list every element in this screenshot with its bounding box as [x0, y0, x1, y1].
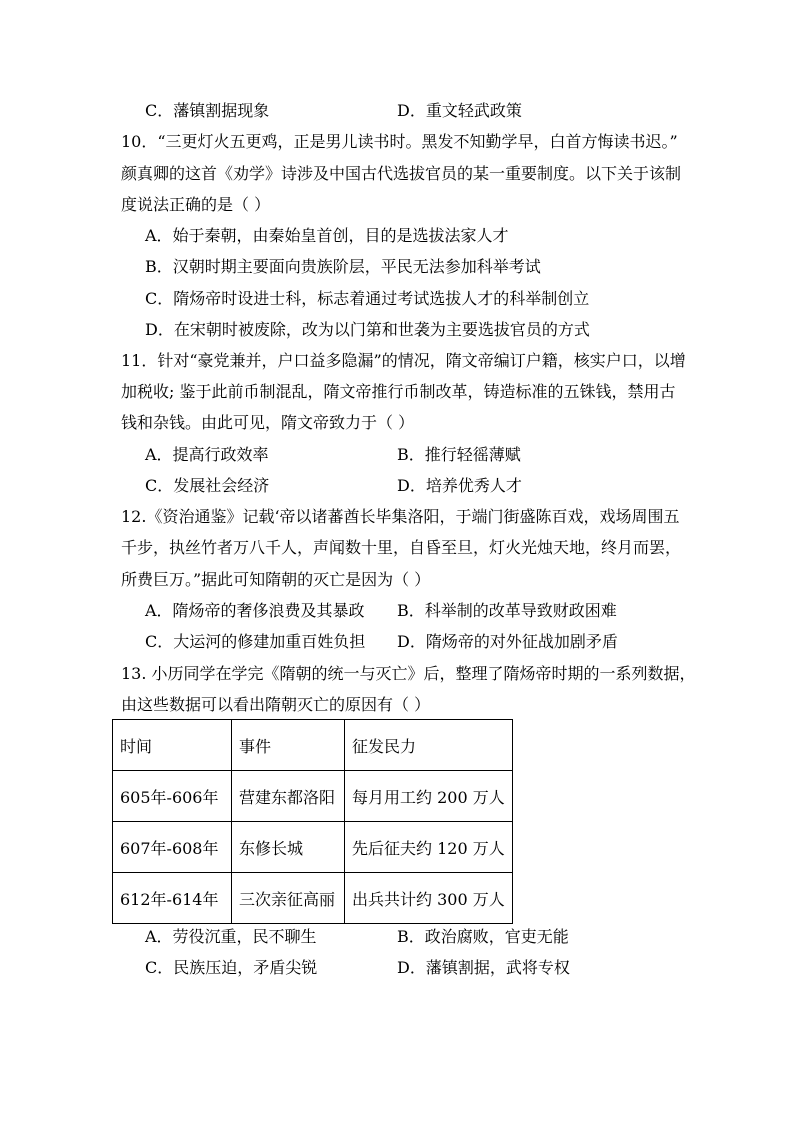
q11-stem-line-3: 钱和杂钱。由此可见，隋文帝致力于（ ） [121, 413, 415, 432]
q9-option-c: C．藩镇割据现象 [145, 101, 270, 120]
q13-option-b: B．政治腐败，官吏无能 [397, 927, 569, 946]
q11-option-a: A．提高行政效率 [145, 445, 269, 464]
table-cell: 607年-608年 [113, 822, 232, 873]
q13-stem-line-1: 13. 小历同学在学完《隋朝的统一与灭亡》后，整理了隋炀帝时期的一系列数据， [121, 664, 696, 683]
table-header-cell: 时间 [113, 720, 232, 771]
q12-stem-line-3: 所费巨万。”据此可知隋朝的灭亡是因为（ ） [121, 570, 431, 589]
table-cell: 营建东都洛阳 [232, 771, 345, 822]
table-cell: 先后征夫约 120 万人 [345, 822, 513, 873]
q12-option-a: A．隋炀帝的奢侈浪费及其暴政 [145, 601, 365, 620]
q10-option-d: D．在宋朝时被废除，改为以门第和世袭为主要选拔官员的方式 [145, 320, 590, 339]
q10-option-c: C．隋炀帝时设进士科，标志着通过考试选拔人才的科举制创立 [145, 289, 590, 308]
levy-data-table [112, 719, 513, 924]
table-row [113, 822, 513, 873]
q12-stem-line-2: 千步，执丝竹者万八千人，声闻数十里，自昏至旦，灯火光烛天地，终月而罢， [121, 538, 682, 557]
q13-option-d: D．藩镇割据，武将专权 [397, 958, 570, 977]
q13-stem-line-2: 由这些数据可以看出隋朝灭亡的原因有（ ） [121, 695, 431, 714]
table-header-cell: 事件 [232, 720, 345, 771]
q11-stem-line-2: 加税收; 鉴于此前币制混乱，隋文帝推行币制改革，铸造标准的五铢钱，禁用古 [121, 382, 676, 401]
q13-option-c: C．民族压迫，矛盾尖锐 [145, 958, 318, 977]
table-header-cell: 征发民力 [345, 720, 513, 771]
table-cell: 出兵共计约 300 万人 [345, 873, 513, 924]
table-row [113, 873, 513, 924]
table-row [113, 771, 513, 822]
q12-stem-line-1: 12.《资治通鉴》记载‘帝以诸蕃酋长毕集洛阳，于端门街盛陈百戏，戏场周围五 [121, 507, 680, 526]
table-header-row [113, 720, 513, 771]
table-cell: 605年-606年 [113, 771, 232, 822]
q10-stem-line-1: 10．“三更灯火五更鸡，正是男儿读书时。黑发不知勤学早，白首方悔读书迟。” [121, 132, 678, 151]
q12-option-c: C．大运河的修建加重百姓负担 [145, 632, 366, 651]
q13-option-a: A．劳役沉重，民不聊生 [145, 927, 317, 946]
q9-option-d: D．重文轻武政策 [397, 101, 522, 120]
table-cell: 每月用工约 200 万人 [345, 771, 513, 822]
q10-stem-line-3: 度说法正确的是（ ） [121, 195, 271, 214]
q11-stem-line-1: 11．针对“豪党兼并，户口益多隐漏”的情况，隋文帝编订户籍，核实户口，以增 [121, 351, 686, 370]
q11-option-c: C．发展社会经济 [145, 476, 270, 495]
table-cell: 612年-614年 [113, 873, 232, 924]
q11-option-d: D．培养优秀人才 [397, 476, 522, 495]
table-cell: 三次亲征高丽 [232, 873, 345, 924]
q12-option-b: B．科举制的改革导致财政困难 [397, 601, 617, 620]
q12-option-d: D．隋炀帝的对外征战加剧矛盾 [397, 632, 618, 651]
q10-stem-line-2: 颜真卿的这首《劝学》诗涉及中国古代选拔官员的某一重要制度。以下关于该制 [121, 164, 682, 183]
table-cell: 东修长城 [232, 822, 345, 873]
q11-option-b: B．推行轻徭薄赋 [397, 445, 521, 464]
q10-option-a: A．始于秦朝，由秦始皇首创，目的是选拔法家人才 [145, 226, 509, 245]
q10-option-b: B．汉朝时期主要面向贵族阶层，平民无法参加科举考试 [145, 257, 541, 276]
